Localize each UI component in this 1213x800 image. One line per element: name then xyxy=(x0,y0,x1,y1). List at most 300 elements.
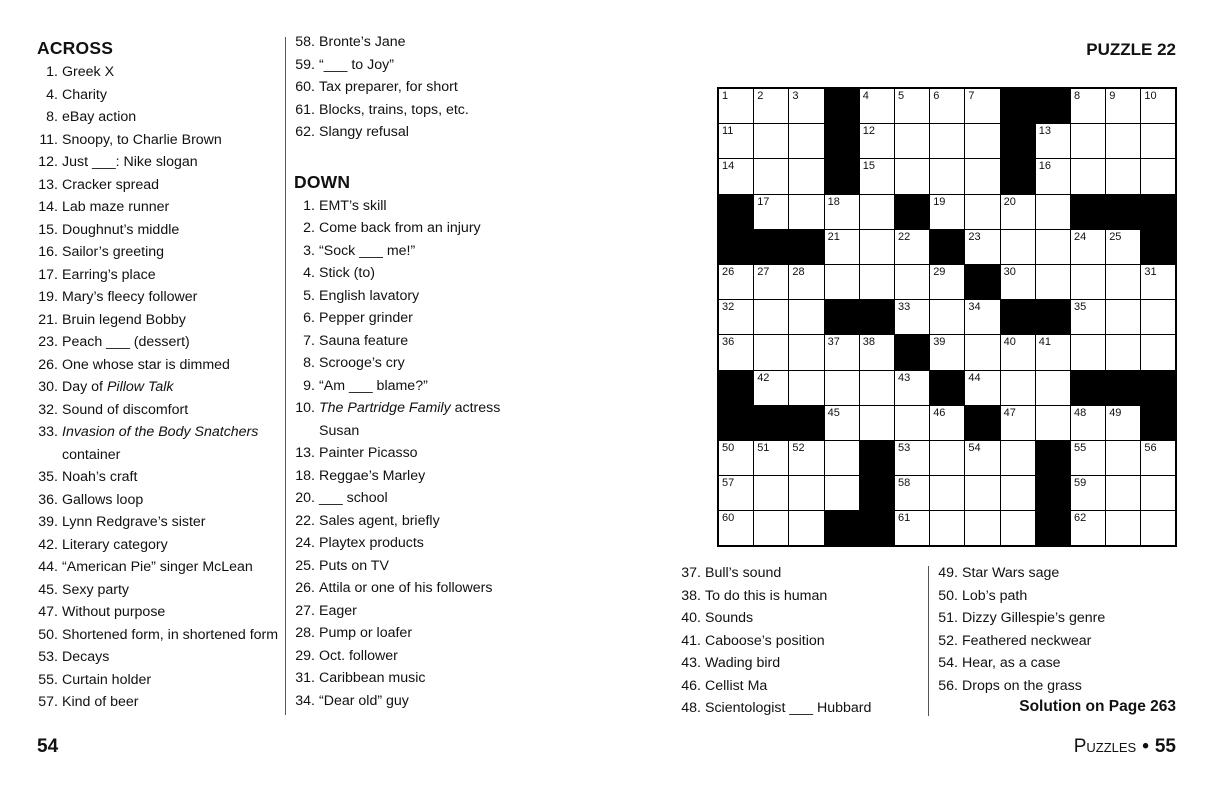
cell-number: 22 xyxy=(898,230,911,243)
grid-cell[interactable] xyxy=(789,89,824,124)
clue-number: 61. xyxy=(295,101,315,118)
grid-cell[interactable] xyxy=(895,124,930,159)
grid-cell[interactable] xyxy=(965,89,1000,124)
cell-number: 47 xyxy=(1003,406,1016,419)
clue-item xyxy=(294,31,500,54)
grid-cell[interactable] xyxy=(754,195,789,230)
clue-item xyxy=(37,691,278,714)
grid-cell[interactable] xyxy=(754,441,789,476)
grid-cell[interactable] xyxy=(1106,230,1141,265)
clue-item xyxy=(937,607,1105,630)
grid-cell[interactable] xyxy=(1071,230,1106,265)
black-square xyxy=(965,406,1000,441)
clue-item xyxy=(37,241,278,264)
clue-number: 29. xyxy=(295,647,315,664)
grid-cell[interactable] xyxy=(1106,406,1141,441)
black-square xyxy=(1001,89,1036,124)
grid-cell[interactable] xyxy=(930,89,965,124)
grid-cell[interactable] xyxy=(930,335,965,370)
cell-number: 13 xyxy=(1038,125,1052,138)
clue-item xyxy=(37,579,278,602)
grid-cell[interactable] xyxy=(754,371,789,406)
grid-cell[interactable] xyxy=(754,335,789,370)
solution-note: Solution on Page 263 xyxy=(1019,698,1176,715)
black-square xyxy=(1036,89,1071,124)
clue-number: 37. xyxy=(681,565,701,581)
grid-cell[interactable] xyxy=(965,441,1000,476)
grid-cell[interactable] xyxy=(930,159,965,194)
clue-text: Kind of beer xyxy=(62,694,139,710)
grid-cell[interactable] xyxy=(1036,406,1071,441)
grid-cell[interactable] xyxy=(1036,124,1071,159)
black-square xyxy=(825,124,860,159)
grid-cell[interactable] xyxy=(719,476,754,511)
cell-number: 36 xyxy=(722,336,735,349)
cell-number: 16 xyxy=(1038,160,1052,173)
clue-text: “___ to Joy” xyxy=(319,56,394,73)
clue-item xyxy=(37,399,278,422)
clue-text: Lab maze runner xyxy=(62,199,170,215)
grid-cell[interactable] xyxy=(1106,335,1141,370)
black-square xyxy=(1106,195,1141,230)
clue-number: 44. xyxy=(38,559,58,575)
clue-title-italic: Pillow Talk xyxy=(106,379,174,395)
grid-cell[interactable] xyxy=(1036,265,1071,300)
page-number-left: 54 xyxy=(37,736,59,757)
clue-item xyxy=(37,309,278,332)
grid-cell[interactable] xyxy=(1071,124,1106,159)
grid-cell[interactable] xyxy=(1141,511,1175,545)
black-square xyxy=(1141,371,1175,406)
clue-item xyxy=(680,630,871,653)
grid-cell[interactable] xyxy=(930,265,965,300)
grid-cell[interactable] xyxy=(825,441,860,476)
cell-number: 18 xyxy=(827,195,840,208)
grid-cell[interactable] xyxy=(825,476,860,511)
puzzle-title: PUZZLE 22 xyxy=(1086,40,1176,59)
grid-cell[interactable] xyxy=(754,124,789,159)
clue-number: 15. xyxy=(38,221,58,238)
cell-number: 27 xyxy=(757,266,770,278)
clue-text: Feathered neckwear xyxy=(962,632,1092,649)
grid-cell[interactable] xyxy=(754,300,789,335)
across-clue-list-continued xyxy=(294,31,500,144)
grid-cell[interactable] xyxy=(860,124,895,159)
clue-text: Literary category xyxy=(62,536,168,553)
grid-cell[interactable] xyxy=(719,159,754,194)
grid-cell[interactable] xyxy=(1036,371,1071,406)
black-square xyxy=(754,406,789,441)
cell-number: 20 xyxy=(1003,195,1016,208)
clue-item xyxy=(37,669,278,692)
clue-number: 16. xyxy=(38,244,58,260)
grid-cell[interactable] xyxy=(1106,124,1141,159)
clue-text: Curtain holder xyxy=(62,671,152,688)
grid-cell[interactable] xyxy=(754,476,789,511)
clue-item xyxy=(294,465,500,488)
clue-number: 56. xyxy=(938,677,958,694)
grid-cell[interactable] xyxy=(789,195,824,230)
grid-cell[interactable] xyxy=(1141,89,1175,124)
clue-text: Lob’s path xyxy=(962,587,1028,604)
grid-cell[interactable] xyxy=(965,195,1000,230)
clue-text: Doughnut’s middle xyxy=(62,221,180,238)
clue-item xyxy=(294,645,500,668)
cell-number: 30 xyxy=(1003,266,1016,278)
cell-number: 28 xyxy=(792,266,805,278)
grid-cell[interactable] xyxy=(965,511,1000,545)
grid-cell[interactable] xyxy=(1036,195,1071,230)
grid-cell[interactable] xyxy=(965,476,1000,511)
down-column-3 xyxy=(680,562,871,720)
clue-text: Lynn Redgrave’s sister xyxy=(62,514,206,530)
grid-cell[interactable] xyxy=(895,441,930,476)
clue-item xyxy=(37,421,278,444)
grid-cell[interactable] xyxy=(1071,89,1106,124)
grid-cell[interactable] xyxy=(1001,265,1036,300)
black-square xyxy=(930,371,965,406)
grid-cell[interactable] xyxy=(1141,159,1175,194)
grid-cell[interactable] xyxy=(1071,441,1106,476)
clue-number: 50. xyxy=(938,587,958,604)
clue-number: 22. xyxy=(295,512,315,529)
clue-text: Drops on the grass xyxy=(962,677,1082,694)
black-square xyxy=(1001,300,1036,335)
black-square xyxy=(1106,371,1141,406)
clue-text: EMT’s skill xyxy=(319,197,387,214)
grid-cell[interactable] xyxy=(789,441,824,476)
grid-cell[interactable] xyxy=(1036,230,1071,265)
clue-item xyxy=(937,630,1105,653)
clue-text: Decays xyxy=(62,649,110,665)
clue-item xyxy=(37,556,278,579)
grid-cell[interactable] xyxy=(1106,159,1141,194)
clue-text: Sexy party xyxy=(62,581,130,598)
grid-cell[interactable] xyxy=(789,511,824,545)
grid-cell[interactable] xyxy=(965,371,1000,406)
grid-cell[interactable] xyxy=(719,335,754,370)
clue-text: Gallows loop xyxy=(62,491,144,508)
clue-number: 53. xyxy=(38,649,58,665)
grid-cell[interactable] xyxy=(754,159,789,194)
cell-number: 5 xyxy=(898,90,905,102)
cell-number: 3 xyxy=(792,90,799,102)
grid-cell[interactable] xyxy=(930,195,965,230)
grid-cell[interactable] xyxy=(1036,159,1071,194)
clue-item xyxy=(294,690,500,713)
clue-text: container xyxy=(62,446,121,463)
clue-number: 26. xyxy=(38,356,58,373)
clue-item xyxy=(37,511,278,534)
clue-number: 13. xyxy=(295,445,315,461)
clue-number: 60. xyxy=(295,79,315,95)
grid-cell[interactable] xyxy=(1071,265,1106,300)
grid-cell[interactable] xyxy=(789,124,824,159)
clue-number: 35. xyxy=(38,469,58,485)
grid-cell[interactable] xyxy=(895,159,930,194)
clue-text: Oct. follower xyxy=(319,647,398,664)
grid-cell[interactable] xyxy=(895,406,930,441)
grid-cell[interactable] xyxy=(1141,124,1175,159)
grid-cell[interactable] xyxy=(860,230,895,265)
clue-item xyxy=(37,264,278,287)
cell-number: 60 xyxy=(722,512,735,525)
grid-cell[interactable] xyxy=(719,300,754,335)
clue-number: 6. xyxy=(303,310,315,326)
clue-text: Attila or one of his followers xyxy=(319,580,493,596)
clue-item xyxy=(294,307,500,330)
clue-number: 50. xyxy=(38,626,58,643)
clue-text: To do this is human xyxy=(705,587,828,604)
clue-item xyxy=(37,151,278,174)
clue-text: Come back from an injury xyxy=(319,220,481,236)
grid-cell[interactable] xyxy=(930,511,965,545)
grid-cell[interactable] xyxy=(754,89,789,124)
grid-cell[interactable] xyxy=(1141,300,1175,335)
black-square xyxy=(895,195,930,230)
grid-cell[interactable] xyxy=(1106,89,1141,124)
grid-cell[interactable] xyxy=(825,265,860,300)
clue-item xyxy=(937,562,1105,585)
grid-cell[interactable] xyxy=(754,265,789,300)
clue-text: Cellist Ma xyxy=(705,677,768,694)
black-square xyxy=(825,89,860,124)
clue-item xyxy=(37,196,278,219)
grid-cell[interactable] xyxy=(1141,265,1175,300)
clue-number: 20. xyxy=(295,490,315,506)
cell-number: 54 xyxy=(968,442,981,454)
cell-number: 19 xyxy=(933,195,946,208)
cell-number: 46 xyxy=(933,406,946,419)
grid-cell[interactable] xyxy=(895,371,930,406)
grid-cell[interactable] xyxy=(1001,406,1036,441)
clue-item xyxy=(294,442,500,465)
grid-cell[interactable] xyxy=(930,476,965,511)
down-header: DOWN xyxy=(294,171,351,192)
clue-text: Wading bird xyxy=(705,655,781,671)
cell-number: 31 xyxy=(1144,266,1157,278)
clue-item xyxy=(37,489,278,512)
cell-number: 55 xyxy=(1074,442,1087,454)
clue-item xyxy=(37,466,278,489)
across-clue-list xyxy=(37,61,278,714)
clue-item xyxy=(294,487,500,510)
clue-text: Day of xyxy=(62,379,107,395)
cell-number: 23 xyxy=(968,230,981,243)
clue-number: 28. xyxy=(295,625,315,641)
grid-cell[interactable] xyxy=(930,124,965,159)
grid-cell[interactable] xyxy=(1001,476,1036,511)
clue-number: 36. xyxy=(38,491,58,508)
clue-item xyxy=(37,174,278,197)
grid-cell[interactable] xyxy=(825,195,860,230)
clue-text: Stick (to) xyxy=(319,265,375,281)
grid-cell[interactable] xyxy=(1071,476,1106,511)
grid-cell[interactable] xyxy=(965,159,1000,194)
grid-cell[interactable] xyxy=(825,230,860,265)
grid-cell[interactable] xyxy=(1106,265,1141,300)
grid-cell[interactable] xyxy=(1071,159,1106,194)
clue-number: 45. xyxy=(38,581,58,598)
black-square xyxy=(930,230,965,265)
grid-cell[interactable] xyxy=(789,476,824,511)
grid-cell[interactable] xyxy=(1141,335,1175,370)
grid-cell[interactable] xyxy=(1001,441,1036,476)
clue-number: 31. xyxy=(295,670,315,686)
clue-text: Susan xyxy=(319,422,360,439)
black-square xyxy=(1036,441,1071,476)
grid-cell[interactable] xyxy=(860,371,895,406)
grid-cell[interactable] xyxy=(860,89,895,124)
grid-cell[interactable] xyxy=(1071,406,1106,441)
clue-number: 54. xyxy=(938,655,958,671)
grid-cell[interactable] xyxy=(965,230,1000,265)
clue-text: Shortened form, in shortened form xyxy=(62,626,279,643)
clue-text: Just ___: Nike slogan xyxy=(62,154,198,170)
grid-cell[interactable] xyxy=(789,159,824,194)
grid-cell[interactable] xyxy=(719,511,754,545)
grid-cell[interactable] xyxy=(1071,335,1106,370)
clue-number: 4. xyxy=(303,265,315,281)
clue-item xyxy=(37,61,278,84)
grid-cell[interactable] xyxy=(1071,300,1106,335)
grid-cell[interactable] xyxy=(1141,441,1175,476)
black-square xyxy=(789,230,824,265)
grid-cell[interactable] xyxy=(719,265,754,300)
clue-item xyxy=(37,286,278,309)
grid-cell[interactable] xyxy=(719,124,754,159)
cell-number: 45 xyxy=(827,406,840,419)
grid-cell[interactable] xyxy=(860,406,895,441)
cell-number: 48 xyxy=(1074,406,1087,419)
clue-text: Scrooge’s cry xyxy=(319,355,405,371)
clue-item xyxy=(294,121,500,144)
black-square xyxy=(825,511,860,545)
clue-text: Scientologist ___ Hubbard xyxy=(705,700,872,716)
cell-number: 17 xyxy=(757,195,770,208)
grid-cell[interactable] xyxy=(1141,476,1175,511)
black-square xyxy=(719,406,754,441)
clue-number: 46. xyxy=(681,677,701,694)
black-square xyxy=(825,300,860,335)
grid-cell[interactable] xyxy=(1001,195,1036,230)
cell-number: 15 xyxy=(862,160,876,173)
grid-cell[interactable] xyxy=(895,300,930,335)
grid-cell[interactable] xyxy=(965,300,1000,335)
clue-item xyxy=(37,219,278,242)
clue-text: Peach ___ (dessert) xyxy=(62,334,190,350)
clue-number: 42. xyxy=(38,536,58,553)
clue-item xyxy=(37,331,278,354)
grid-cell[interactable] xyxy=(965,124,1000,159)
grid-cell[interactable] xyxy=(860,265,895,300)
clue-item xyxy=(294,600,500,623)
clue-number: 58. xyxy=(295,34,315,50)
clue-text: Earring’s place xyxy=(62,266,156,283)
black-square xyxy=(1036,511,1071,545)
clue-item xyxy=(294,510,500,533)
grid-cell[interactable] xyxy=(754,511,789,545)
clue-text: Eager xyxy=(319,602,357,619)
clue-number: 26. xyxy=(295,580,315,596)
clue-text: Dizzy Gillespie’s genre xyxy=(962,610,1106,626)
clue-number: 5. xyxy=(303,287,315,304)
grid-cell[interactable] xyxy=(1106,476,1141,511)
grid-cell[interactable] xyxy=(789,265,824,300)
clue-text: Sounds xyxy=(705,610,754,626)
clue-title-italic: Invasion of the Body Snatchers xyxy=(62,424,259,440)
grid-cell[interactable] xyxy=(1001,511,1036,545)
cell-number: 38 xyxy=(862,336,876,349)
grid-cell[interactable] xyxy=(895,476,930,511)
clue-item xyxy=(680,607,871,630)
clue-item xyxy=(37,624,278,647)
grid-cell[interactable] xyxy=(1071,511,1106,545)
grid-cell[interactable] xyxy=(789,371,824,406)
column-divider xyxy=(285,37,286,715)
grid-cell[interactable] xyxy=(1001,371,1036,406)
clue-number: 10. xyxy=(295,400,315,416)
grid-cell[interactable] xyxy=(719,89,754,124)
cell-number: 4 xyxy=(862,90,869,102)
clue-number: 11. xyxy=(39,131,58,148)
black-square xyxy=(965,265,1000,300)
grid-cell[interactable] xyxy=(825,335,860,370)
grid-cell[interactable] xyxy=(1001,230,1036,265)
clue-text: English lavatory xyxy=(319,287,420,304)
grid-cell[interactable] xyxy=(895,511,930,545)
grid-cell[interactable] xyxy=(895,230,930,265)
grid-cell[interactable] xyxy=(965,335,1000,370)
grid-cell[interactable] xyxy=(789,335,824,370)
grid-cell[interactable] xyxy=(1106,441,1141,476)
grid-cell[interactable] xyxy=(1036,335,1071,370)
grid-cell[interactable] xyxy=(860,335,895,370)
grid-cell[interactable] xyxy=(825,406,860,441)
grid-cell[interactable] xyxy=(860,195,895,230)
black-square xyxy=(1001,159,1036,194)
grid-cell[interactable] xyxy=(895,89,930,124)
cell-number: 41 xyxy=(1038,336,1052,349)
grid-cell[interactable] xyxy=(789,300,824,335)
grid-cell[interactable] xyxy=(825,371,860,406)
clue-item xyxy=(294,555,500,578)
clue-text: Star Wars sage xyxy=(962,565,1060,581)
clue-number: 19. xyxy=(38,289,58,305)
clue-text: ___ school xyxy=(319,490,388,506)
clue-number: 34. xyxy=(295,692,315,709)
clue-item xyxy=(294,532,500,555)
clue-item xyxy=(294,352,500,375)
clue-number: 48. xyxy=(681,700,701,716)
grid-cell[interactable] xyxy=(719,441,754,476)
clue-number: 14. xyxy=(38,199,58,215)
clue-number: 27. xyxy=(295,602,315,619)
grid-cell[interactable] xyxy=(860,159,895,194)
grid-cell[interactable] xyxy=(1106,511,1141,545)
grid-cell[interactable] xyxy=(930,441,965,476)
grid-cell[interactable] xyxy=(895,265,930,300)
clue-text: Sound of discomfort xyxy=(62,401,189,418)
grid-cell[interactable] xyxy=(930,406,965,441)
cell-number: 6 xyxy=(933,90,940,102)
clue-item xyxy=(294,76,500,99)
clue-text: Reggae’s Marley xyxy=(319,467,426,484)
grid-cell[interactable] xyxy=(930,300,965,335)
grid-cell[interactable] xyxy=(1001,335,1036,370)
clue-text: Mary’s fleecy follower xyxy=(62,289,198,305)
grid-cell[interactable] xyxy=(1106,300,1141,335)
